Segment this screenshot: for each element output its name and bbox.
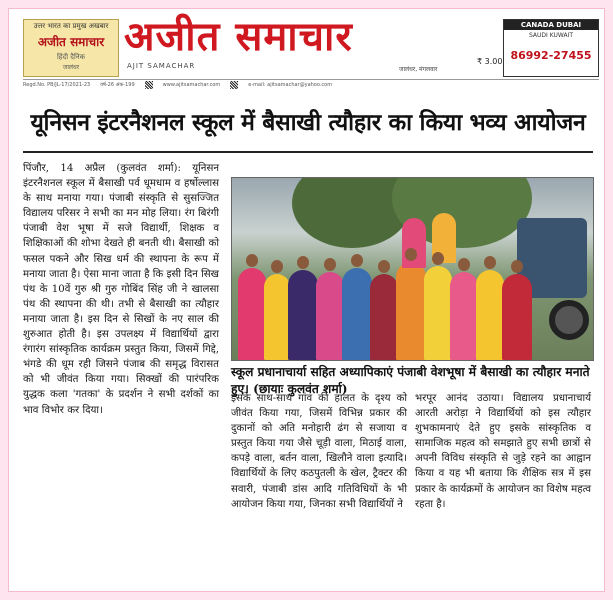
masthead-ad (503, 19, 599, 77)
price-label: ₹ 3.00 (477, 57, 503, 66)
person-shape (316, 272, 344, 360)
article-column-1 (23, 161, 219, 418)
person-head-shape (246, 254, 258, 267)
person-head-shape (405, 248, 417, 261)
column-3-text: भरपूर आनंद उठाया। विद्यालय प्रधानाचार्य आरती अरोड़ा ने विद्यार्थियों को इस त्यौहार शुभकामनाएं देते हुए इसके सांस्कृतिक व सामाजिक महत्व को समझाते हुए सभी छात्रों से अपनी विविध संस्कृति से जुड़े रहने का आह्वान किया व यह भी बताया कि शैक्षिक सत्र में इस प्रकार के कार्यक्रमों के आयोजन का विशेष महत्व रहता है। (415, 393, 591, 510)
person-shape (288, 270, 318, 360)
person-shape (238, 268, 266, 360)
newspaper-logo: अजीत समाचार (124, 13, 353, 60)
person-head-shape (511, 260, 523, 273)
masthead-info: जालंधर, मंगलवार (399, 66, 438, 73)
person-head-shape (458, 258, 470, 271)
person-head-shape (378, 260, 390, 273)
strip-email: e-mail: ajitsamachar@yahoo.com (248, 82, 333, 88)
headline-divider (23, 151, 593, 153)
person-head-shape (351, 254, 363, 267)
qr-code-icon (145, 81, 153, 89)
ad-phone: 86992-27455 (510, 49, 592, 62)
person-shape (264, 274, 290, 360)
masthead-left-box (23, 19, 119, 77)
person-shape (476, 270, 504, 360)
left-box-tagline: उत्तर भारत का प्रमुख अखबार (33, 22, 109, 30)
person-shape (424, 266, 452, 360)
person-head-shape (484, 256, 496, 269)
article-column-3 (415, 391, 591, 512)
person-shape (450, 272, 478, 360)
article-photo (231, 177, 594, 361)
person-shape (342, 268, 372, 360)
strip-website: www.ajitsamachar.com (162, 82, 221, 88)
person-head-shape (271, 260, 283, 273)
person-shape (402, 218, 426, 268)
strip-reg: Regd.No. PB/JL-17/2021-23 (23, 82, 91, 88)
column-2-text: इसके साथ-साथ गांव की हालत के दृश्य को जीवंत किया गया, जिसमें विभिन्न प्रकार की दुकानों को अति मनोहारी ढंग से सजाया व प्रस्तुत किया गया जैसे चूड़ी वाला, मिठाई वाला, कपड़े वाला, बर्तन वाला, खिलौने वाला इत्यादि। विद्यार्थियों के लिए कठपुतली के खेल, ट्रैक्टर की सवारी, पंजाबी डांस आदि गतिविधियों के भी आयोजन किया गया, जिनका सभी विद्यार्थियों ने (231, 393, 407, 510)
newspaper-clipping (8, 8, 605, 592)
person-head-shape (297, 256, 309, 269)
person-shape (502, 274, 532, 360)
person-head-shape (324, 258, 336, 271)
person-shape (370, 274, 398, 360)
ad-subtitle: SAUDI KUWAIT (528, 32, 574, 39)
masthead-strip (23, 79, 599, 90)
tractor-wheel-shape (549, 300, 589, 340)
strip-issue: वर्ष-26 अंक-199 (100, 82, 135, 88)
left-box-name: अजीत समाचार (37, 35, 105, 49)
newspaper-logo-sub: AJIT SAMACHAR (127, 62, 196, 70)
article-headline: यूनिसन इंटरनैशनल स्कूल में बैसाखी त्यौहार का किया भव्य आयोजन (30, 109, 586, 136)
left-box-line4: जालंधर (62, 64, 80, 71)
column-1-text: पिंजौर, 14 अप्रैल (कुलवंत शर्मा): यूनिसन इंटरनैशनल स्कूल में बैसाखी पर्व धूमधाम व हर्षोल्लास के साथ मनाया गया। पंजाबी संस्कृति से सुसज्जित विद्यालय परिसर ने सभी का मन मोह लिया। रंग बिरंगी पंजाबी वेश भूषा में सजे विद्यार्थी, शिक्षक व शिक्षिकाओं की शोभा देखते ही बनती थी। बैसाखी को फसल पकने और सिख धर्म की स्थापना के रूप में मनाया जाता है। ऐसा माना जाता है कि इसी दिन सिख पंथ के 10वें गुरु श्री गुरु गोबिंद सिंह जी ने खालसा पंथ की स्थापना की थी। तभी से बैसाखी का त्यौहार मनाया जाता है। इस दिन से सिखों के नए साल की शुरुआत होती है। इस उपलक्ष्य में विद्यार्थियों द्वारा रंगारंग सांस्कृतिक कार्यक्रम प्रस्तुत किया, जिसमें गिद्दे, भंगडे की धूम रही जिसने पंजाब की समृद्ध विरासत को भी जीवंत किया गया। सिक्खों की पारंपरिक युद्धक कला 'गतका' के प्रदर्शन ने सभी दर्शकों का भाव विभोर कर दिया। (23, 163, 220, 416)
ad-title: CANADA DUBAI (504, 20, 598, 30)
left-box-line3: हिंदी दैनिक (56, 53, 86, 61)
photo-caption: स्कूल प्रधानाचार्या सहित अध्यापिकाएं पंजाबी वेशभूषा में बैसाखी का त्यौहार मनाते हुए। (छायाः कुलवंत शर्मा) (231, 365, 590, 396)
person-shape (396, 262, 426, 360)
masthead (9, 9, 605, 87)
qr-code-icon (230, 81, 238, 89)
article-column-2 (231, 391, 407, 512)
person-head-shape (432, 252, 444, 265)
